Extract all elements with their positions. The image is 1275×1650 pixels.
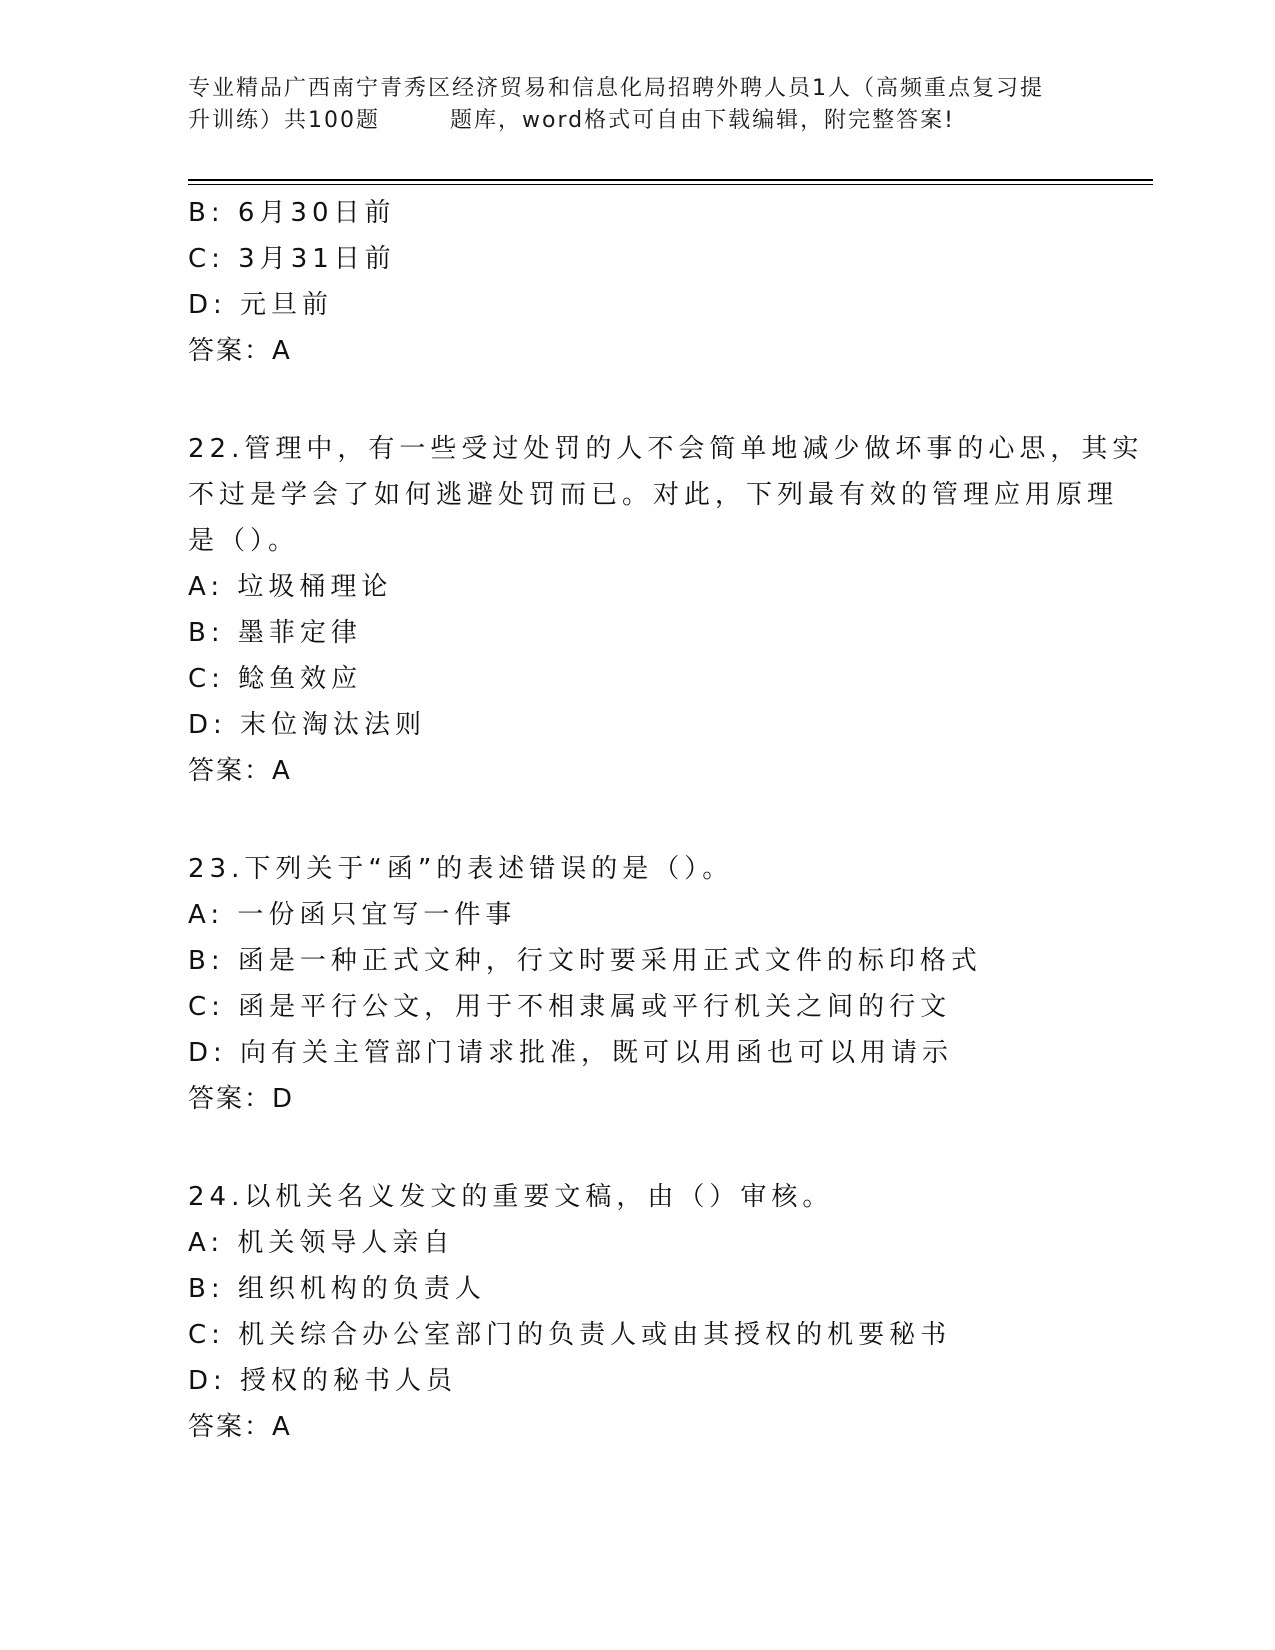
answer-line: 答案：A — [188, 756, 292, 786]
question-stem-line: 不过是学会了如何逃避处罚而已。对此，下列最有效的管理应用原理 — [188, 480, 1119, 510]
question-22 — [188, 426, 1144, 794]
question-24 — [188, 1174, 1088, 1450]
option-c: C: 鲶鱼效应 — [188, 664, 363, 694]
option-b: B: 6月30日前 — [188, 198, 396, 228]
option-a: A: 一份函只宜写一件事 — [188, 900, 517, 930]
question-stem-line: 24.以机关名义发文的重要文稿，由（）审核。 — [188, 1182, 834, 1212]
header-line-2-part-2: 题库，word格式可自由下载编辑，附完整答案! — [450, 108, 955, 133]
question-stem-line: 是（）。 — [188, 526, 300, 556]
answer-line: 答案：A — [188, 336, 292, 366]
header-line-2-part-1: 升训练）共100题 — [188, 108, 380, 133]
header-divider-thin — [188, 184, 1153, 185]
question-23 — [188, 846, 1088, 1122]
option-a: A: 垃圾桶理论 — [188, 572, 393, 602]
header-line-2 — [188, 105, 1078, 137]
answer-line: 答案：A — [188, 1412, 292, 1442]
option-c: C: 3月31日前 — [188, 244, 396, 274]
option-b: B: 墨菲定律 — [188, 618, 362, 648]
option-d: D: 向有关主管部门请求批准，既可以用函也可以用请示 — [188, 1038, 954, 1068]
previous-question-continuation — [188, 190, 1088, 374]
header-divider-thick — [188, 179, 1153, 181]
option-d: D: 授权的秘书人员 — [188, 1366, 458, 1396]
option-a: A: 机关领导人亲自 — [188, 1228, 455, 1258]
option-c: C: 机关综合办公室部门的负责人或由其授权的机要秘书 — [188, 1320, 952, 1350]
option-b: B: 函是一种正式文种，行文时要采用正式文件的标印格式 — [188, 946, 982, 976]
question-content — [188, 190, 1144, 1450]
option-d: D: 末位淘汰法则 — [188, 710, 427, 740]
option-d: D: 元旦前 — [188, 290, 334, 320]
question-stem-line: 23.下列关于“函”的表述错误的是（）。 — [188, 854, 734, 884]
answer-line: 答案：D — [188, 1084, 295, 1114]
option-c: C: 函是平行公文，用于不相隶属或平行机关之间的行文 — [188, 992, 952, 1022]
option-b: B: 组织机构的负责人 — [188, 1274, 486, 1304]
header-line-1: 专业精品广西南宁青秀区经济贸易和信息化局招聘外聘人员1人（高频重点复习提 — [188, 76, 1044, 101]
question-stem-line: 22.管理中，有一些受过处罚的人不会简单地减少做坏事的心思，其实 — [188, 434, 1144, 464]
document-header — [188, 73, 1078, 137]
